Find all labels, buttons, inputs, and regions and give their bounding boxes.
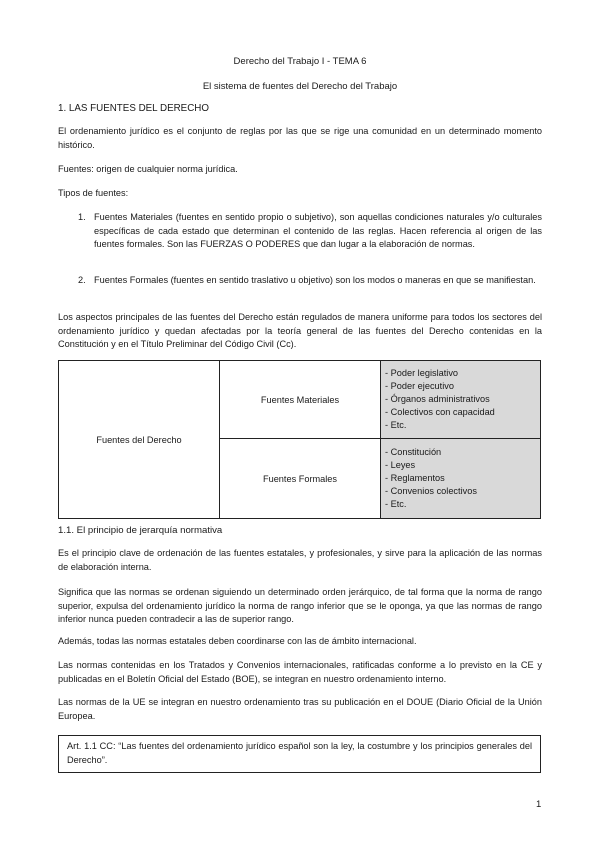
section-heading-jerarquia: 1.1. El principio de jerarquía normativa — [58, 525, 223, 536]
paragraph-significa: Significa que las normas se ordenan siguiendo un determinado orden jerárquico, de tal forma que la norma de rango superior, expulsa del ordenamiento jurídico la norma de rango inferior que se le oponga, ya que las normas de rango inferior nunca pueden contradecir a las de superior rango. — [58, 587, 542, 624]
paragraph-ue: Las normas de la UE se integran en nuestro ordenamiento tras su publicación en el DOUE (Diario Oficial de la Unión Europea. — [58, 697, 542, 721]
list-item: - Leyes — [385, 460, 416, 470]
paragraph-aspectos: Los aspectos principales de las fuentes del Derecho están regulados de manera uniforme para todos los sectores del ordenamiento jurídico y quedan afectadas por la teoría general de las fuentes del Derecho contenidas en la Constitución y en el Título Preliminar del Código Civil (Cc). — [58, 312, 542, 349]
table-cell-formales-list — [381, 439, 541, 519]
paragraph-fuentes-definicion: Fuentes: origen de cualquier norma jurídica. — [58, 164, 238, 174]
list-item: - Convenios colectivos — [385, 486, 477, 496]
table-cell-fuentes-formales: Fuentes Formales — [220, 439, 381, 519]
list-item-text: Fuentes Formales (fuentes en sentido traslativo u objetivo) son los modos o maneras en que se manifiestan. — [94, 275, 536, 285]
paragraph-tipos-label: Tipos de fuentes: — [58, 188, 129, 198]
list-item: - Colectivos con capacidad — [385, 407, 495, 417]
list-item — [78, 211, 542, 252]
paragraph-ademas: Además, todas las normas estatales deben coordinarse con las de ámbito internacional. — [58, 636, 417, 646]
table-cell-fuentes-materiales: Fuentes Materiales — [220, 361, 381, 439]
page-number: 1 — [536, 799, 542, 810]
list-item: - Poder legislativo — [385, 368, 459, 378]
article-quote-box: Art. 1.1 CC: “Las fuentes del ordenamiento jurídico español son la ley, la costumbre y los principios generales del Derecho”. — [58, 735, 541, 773]
list-item: - Constitución — [385, 447, 442, 457]
table-row — [59, 361, 541, 439]
paragraph-principio-clave: Es el principio clave de ordenación de las fuentes estatales, y profesionales, y sirve para la aplicación de las normas de elaboración interna. — [58, 548, 542, 572]
list-item: - Etc. — [385, 499, 407, 509]
list-item-text: Fuentes Materiales (fuentes en sentido propio o subjetivo), son aquellas condiciones naturales y/o culturales específicas de cada estado que determinan el contenido de las reglas. Hacen referencia al origen de las fuentes formales. Son las FUERZAS O PODERES que dan lugar a la elaboración de normas. — [94, 212, 542, 249]
list-item: - Órganos administrativos — [385, 394, 490, 404]
list-item-number: 2. — [78, 275, 86, 285]
list-item: - Reglamentos — [385, 473, 445, 483]
document-header-course: Derecho del Trabajo I - TEMA 6 — [233, 56, 367, 67]
document-header-title: El sistema de fuentes del Derecho del Trabajo — [202, 81, 398, 92]
table-cell-materiales-list — [381, 361, 541, 439]
fuentes-table — [58, 360, 541, 519]
list-item: - Etc. — [385, 420, 407, 430]
list-item — [78, 274, 542, 288]
list-item-number: 1. — [78, 212, 86, 222]
paragraph-tratados: Las normas contenidas en los Tratados y Convenios internacionales, ratificadas conforme a lo previsto en la CE y publicadas en el Boletín Oficial del Estado (BOE), se integran en nuestro ordenamiento interno. — [58, 660, 542, 684]
list-item: - Poder ejecutivo — [385, 381, 454, 391]
table-cell-fuentes-derecho: Fuentes del Derecho — [59, 361, 220, 519]
section-heading-fuentes: 1. LAS FUENTES DEL DERECHO — [58, 103, 209, 114]
paragraph-ordenamiento: El ordenamiento jurídico es el conjunto de reglas por las que se rige una comunidad en un determinado momento histórico. — [58, 126, 542, 150]
